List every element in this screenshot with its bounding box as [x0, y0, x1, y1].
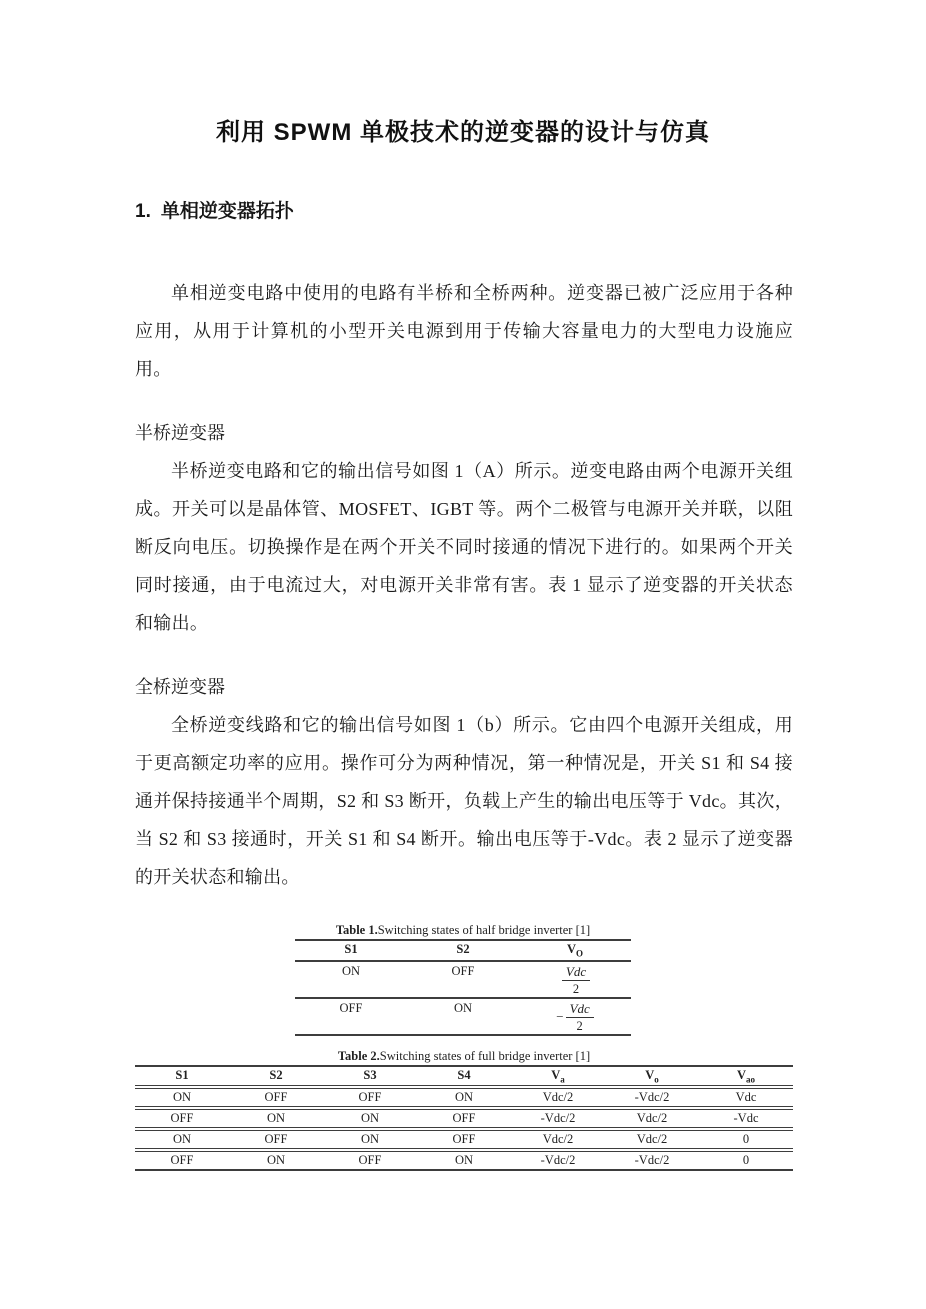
table1 [295, 939, 631, 1036]
half-bridge-paragraph: 半桥逆变电路和它的输出信号如图 1（A）所示。逆变电路由两个电源开关组成。开关可以是晶体管、MOSFET、IGBT 等。两个二极管与电源开关并联，以阻断反向电压。切换操作是在两个开关不同时接通的情况下进行的。如果两个开关同时接通，由于电流过大，对电源开关非常有害。表 1 显示了逆变器的开关状态和输出。 [135, 461, 793, 633]
cell: OFF [135, 1108, 229, 1129]
table2-col-s1: S1 [135, 1066, 229, 1088]
table2-caption-label: Table 2. [337, 1048, 380, 1063]
cell: ON [454, 1153, 474, 1167]
table2-col-vao: $V_{ao}$ [699, 1066, 793, 1088]
table2-row [135, 1129, 793, 1150]
cell: Vdc/2 [605, 1108, 699, 1129]
cell: 0 [742, 1153, 750, 1167]
cell: -Vdc/2 [634, 1153, 670, 1167]
table2 [135, 1065, 793, 1172]
table1-row [295, 998, 631, 1035]
cell: OFF [170, 1153, 194, 1167]
cell-vo [519, 961, 631, 998]
table2-col-s2: S2 [229, 1066, 323, 1088]
cell: ON [229, 1108, 323, 1129]
table2-block [135, 1048, 793, 1172]
cell: OFF [417, 1108, 511, 1129]
cell: OFF [358, 1153, 382, 1167]
cell: ON [323, 1129, 417, 1150]
cell-s2: ON [453, 1000, 473, 1015]
cell: ON [135, 1129, 229, 1150]
table1-caption-label: Table 1. [335, 923, 378, 937]
cell-s1: ON [295, 961, 407, 998]
table2-header-row [135, 1066, 793, 1088]
table1-caption-text: Switching states of half bridge inverter [1] [377, 923, 591, 937]
table2-col-s4: S4 [417, 1066, 511, 1088]
cell: Vdc/2 [605, 1129, 699, 1150]
cell: ON [323, 1108, 417, 1129]
table2-col-va: $V_a$ [511, 1066, 605, 1088]
table1-col-vo: $V_O$ [519, 940, 631, 961]
cell: 0 [699, 1129, 793, 1150]
fraction-vdc-over-2: $\frac{\text{Vdc}}{2}$ [560, 964, 590, 996]
section-heading [135, 200, 793, 224]
table2-col-vo: $V_o$ [605, 1066, 699, 1088]
section-number: 1. [135, 201, 151, 222]
cell: OFF [229, 1129, 323, 1150]
doc-title: 利用 SPWM 单极技术的逆变器的设计与仿真 [216, 119, 710, 146]
half-bridge-heading: 半桥逆变器 [135, 423, 225, 443]
document-content [135, 200, 793, 1171]
table2-caption-text: Switching states of full bridge inverter [1] [379, 1048, 591, 1063]
cell-s1: OFF [339, 1000, 363, 1015]
table1-col-s2: S2 [407, 940, 519, 961]
table2-row [135, 1150, 793, 1170]
cell: Vdc [699, 1087, 793, 1108]
table2-col-s3: S3 [323, 1066, 417, 1088]
full-bridge-paragraph: 全桥逆变线路和它的输出信号如图 1（b）所示。它由四个电源开关组成，用于更高额定功率的应用。操作可分为两种情况，第一种情况是，开关 S1 和 S4 接通并保持接通半个周期，S2 和 S3 断开，负载上产生的输出电压等于 Vdc。其次，当 S2 和 S3 接通时，开关 S1 和 S4 断开。输出电压等于-Vdc。表 2 显示了逆变器的开关状态和输出。 [135, 715, 793, 887]
section-title: 单相逆变器拓扑 [160, 201, 294, 222]
full-bridge-heading: 全桥逆变器 [135, 677, 225, 697]
fraction-neg-vdc-over-2: − $\frac{\text{Vdc}}{2}$ [556, 1001, 594, 1033]
cell: OFF [229, 1087, 323, 1108]
cell: Vdc/2 [511, 1129, 605, 1150]
cell: ON [266, 1153, 286, 1167]
table2-row [135, 1087, 793, 1108]
table1-caption [295, 922, 631, 939]
table2-caption [135, 1048, 793, 1065]
cell: -Vdc/2 [605, 1087, 699, 1108]
cell: OFF [417, 1129, 511, 1150]
table1-col-s1: S1 [295, 940, 407, 961]
table2-row [135, 1108, 793, 1129]
cell: -Vdc/2 [511, 1108, 605, 1129]
cell: -Vdc/2 [540, 1153, 576, 1167]
cell-s2: OFF [407, 961, 519, 998]
intro-paragraph: 单相逆变电路中使用的电路有半桥和全桥两种。逆变器已被广泛应用于各种应用，从用于计算机的小型开关电源到用于传输大容量电力的大型电力设施应用。 [135, 283, 793, 379]
table1-row [295, 961, 631, 998]
cell: Vdc/2 [511, 1087, 605, 1108]
table1-block [295, 922, 631, 1036]
cell: -Vdc [699, 1108, 793, 1129]
cell: ON [135, 1087, 229, 1108]
cell: OFF [323, 1087, 417, 1108]
cell-vo [519, 998, 631, 1035]
cell: ON [417, 1087, 511, 1108]
table1-header-row [295, 940, 631, 961]
